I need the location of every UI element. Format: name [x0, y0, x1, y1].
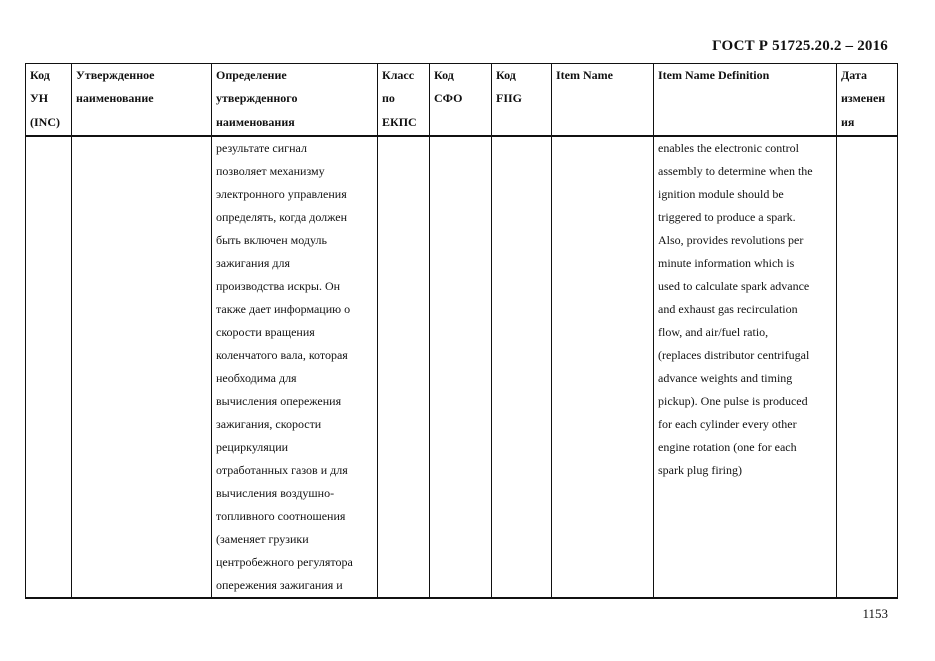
cell-approved-name	[72, 136, 212, 598]
header-line: УН	[30, 91, 49, 106]
header-line: ия	[841, 114, 855, 129]
text-line: отработанных газов и для	[216, 463, 348, 477]
header-line: утвержденного	[216, 91, 298, 106]
classification-table	[25, 63, 898, 599]
text-line: вычисления опережения	[216, 394, 342, 408]
header-change-date	[837, 64, 898, 137]
header-sfo-code	[430, 64, 492, 137]
page-number: 1153	[862, 606, 888, 621]
text-line: Also, provides revolutions per	[658, 233, 804, 247]
cell-definition-en	[654, 136, 837, 598]
text-line: вычисления воздушно-	[216, 486, 335, 500]
header-line: Item Name Definition	[658, 68, 770, 82]
header-line: наименования	[216, 114, 295, 129]
header-line: по	[382, 91, 395, 106]
cell-inc-code	[26, 136, 72, 598]
text-line: (заменяет грузики	[216, 532, 309, 546]
header-line: изменен	[841, 91, 886, 106]
text-line: позволяет механизму	[216, 164, 325, 178]
header-line: СФО	[434, 91, 463, 106]
header-inc-code	[26, 64, 72, 137]
text-line: and exhaust gas recirculation	[658, 302, 798, 316]
text-line: коленчатого вала, которая	[216, 348, 348, 362]
text-line: зажигания, скорости	[216, 417, 322, 431]
text-line: быть включен модуль	[216, 233, 327, 247]
text-line: used to calculate spark advance	[658, 279, 810, 293]
header-line: ЕКПС	[382, 114, 417, 129]
cell-definition-ru	[212, 136, 378, 598]
text-line: assembly to determine when the	[658, 164, 813, 178]
text-line: скорости вращения	[216, 325, 315, 339]
header-line: Item Name	[556, 68, 613, 82]
text-line: (replaces distributor centrifugal	[658, 348, 810, 362]
text-line: for each cylinder every other	[658, 417, 797, 431]
text-line: производства искры. Он	[216, 279, 341, 293]
text-line: центробежного регулятора	[216, 555, 353, 569]
text-line: зажигания для	[216, 256, 291, 270]
header-fiig-code	[492, 64, 552, 137]
header-line: Утвержденное	[76, 68, 155, 82]
header-approved-name	[72, 64, 212, 137]
cell-sfo-code	[430, 136, 492, 598]
header-line: FIIG	[496, 91, 523, 106]
text-line: опережения зажигания и	[216, 578, 343, 592]
header-line: Код	[30, 68, 50, 82]
text-line: triggered to produce a spark.	[658, 210, 796, 224]
text-line: pickup). One pulse is produced	[658, 394, 808, 408]
text-line: minute information which is	[658, 256, 795, 270]
header-definition-ru	[212, 64, 378, 137]
standard-header: ГОСТ Р 51725.20.2 – 2016	[712, 38, 888, 54]
text-line: также дает информацию о	[216, 302, 351, 316]
header-line: Класс	[382, 68, 415, 82]
text-line: необходима для	[216, 371, 297, 385]
cell-item-name	[552, 136, 654, 598]
text-line: рециркуляции	[216, 440, 289, 454]
text-line: ignition module should be	[658, 187, 784, 201]
text-line: advance weights and timing	[658, 371, 793, 385]
text-line: engine rotation (one for each	[658, 440, 797, 454]
header-class	[378, 64, 430, 137]
header-line: Код	[496, 68, 516, 82]
header-line: Дата	[841, 68, 867, 82]
cell-class	[378, 136, 430, 598]
text-line: определять, когда должен	[216, 210, 348, 224]
text-line: электронного управления	[216, 187, 347, 201]
header-line: Код	[434, 68, 454, 82]
table-row	[26, 136, 898, 598]
text-line: результате сигнал	[216, 141, 307, 155]
header-line: (INC)	[30, 114, 60, 129]
text-line: enables the electronic control	[658, 141, 799, 155]
header-item-name-definition	[654, 64, 837, 137]
cell-fiig-code	[492, 136, 552, 598]
text-line: flow, and air/fuel ratio,	[658, 325, 769, 339]
header-line: наименование	[76, 91, 154, 106]
text-line: spark plug firing)	[658, 463, 742, 477]
header-line: Определение	[216, 68, 287, 82]
cell-change-date	[837, 136, 898, 598]
text-line: топливного соотношения	[216, 509, 346, 523]
header-item-name	[552, 64, 654, 137]
header-row	[26, 64, 898, 137]
